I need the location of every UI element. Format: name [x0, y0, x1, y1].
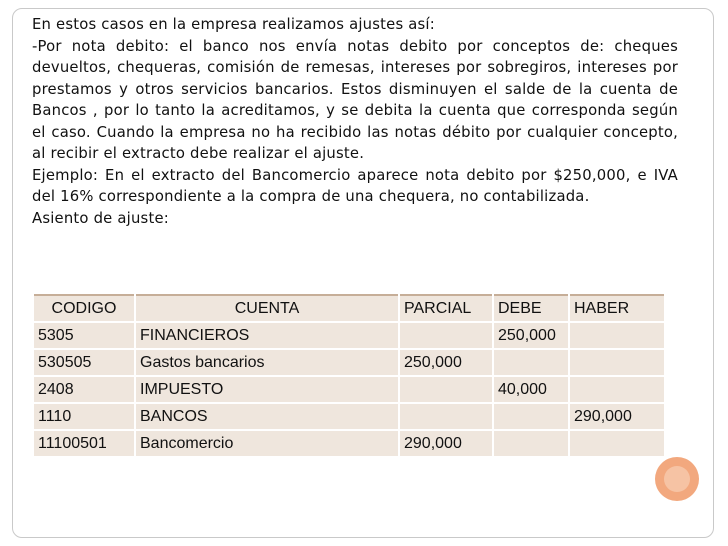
cell-codigo: 530505: [33, 349, 135, 376]
cell-cuenta: Gastos bancarios: [135, 349, 399, 376]
cell-debe: [493, 403, 569, 430]
cell-parcial: [399, 403, 493, 430]
cell-codigo: 5305: [33, 322, 135, 349]
cell-cuenta: Bancomercio: [135, 430, 399, 457]
table-row: [33, 430, 665, 457]
cell-parcial: 250,000: [399, 349, 493, 376]
table-row: [33, 349, 665, 376]
table-row: [33, 322, 665, 349]
table-header-row: [33, 295, 665, 322]
cell-debe: [493, 430, 569, 457]
decorative-circle: [655, 457, 699, 501]
cell-parcial: [399, 376, 493, 403]
cell-haber: [569, 430, 665, 457]
cell-debe: 250,000: [493, 322, 569, 349]
cell-codigo: 11100501: [33, 430, 135, 457]
cell-cuenta: FINANCIEROS: [135, 322, 399, 349]
cell-debe: [493, 349, 569, 376]
cell-codigo: 2408: [33, 376, 135, 403]
ejemplo-paragraph: Ejemplo: En el extracto del Bancomercio aparece nota debito por $250,000, e IVA del 16% correspondiente a la compra de una chequera, no contabilizada.: [32, 166, 678, 205]
header-haber: HABER: [569, 295, 665, 322]
asiento-label: Asiento de ajuste:: [32, 209, 169, 227]
table-row: [33, 376, 665, 403]
cell-haber: [569, 322, 665, 349]
nota-debito-paragraph: -Por nota debito: el banco nos envía notas debito por conceptos de: cheques devueltos, chequeras, comisión de remesas, intereses por sobregiros, intereses por prestamos y otros servicios bancarios. Estos disminuyen el salde de la cuenta de Bancos , por lo tanto la acreditamos, y se debita la cuenta que corresponda según el caso. Cuando la empresa no ha recibido las notas débito por cualquier concepto, al recibir el extracto debe realizar el ajuste.: [32, 37, 678, 162]
cell-parcial: [399, 322, 493, 349]
header-parcial: PARCIAL: [399, 295, 493, 322]
cell-cuenta: IMPUESTO: [135, 376, 399, 403]
header-debe: DEBE: [493, 295, 569, 322]
header-codigo: CODIGO: [33, 295, 135, 322]
cell-parcial: 290,000: [399, 430, 493, 457]
adjustment-entry-table: [32, 294, 666, 458]
cell-cuenta: BANCOS: [135, 403, 399, 430]
cell-codigo: 1110: [33, 403, 135, 430]
intro-paragraph: En estos casos en la empresa realizamos ajustes así:: [32, 16, 435, 33]
table-row: [33, 403, 665, 430]
cell-haber: 290,000: [569, 403, 665, 430]
cell-haber: [569, 349, 665, 376]
header-cuenta: CUENTA: [135, 295, 399, 322]
cell-haber: [569, 376, 665, 403]
slide-body-text: [32, 14, 678, 229]
cell-debe: 40,000: [493, 376, 569, 403]
